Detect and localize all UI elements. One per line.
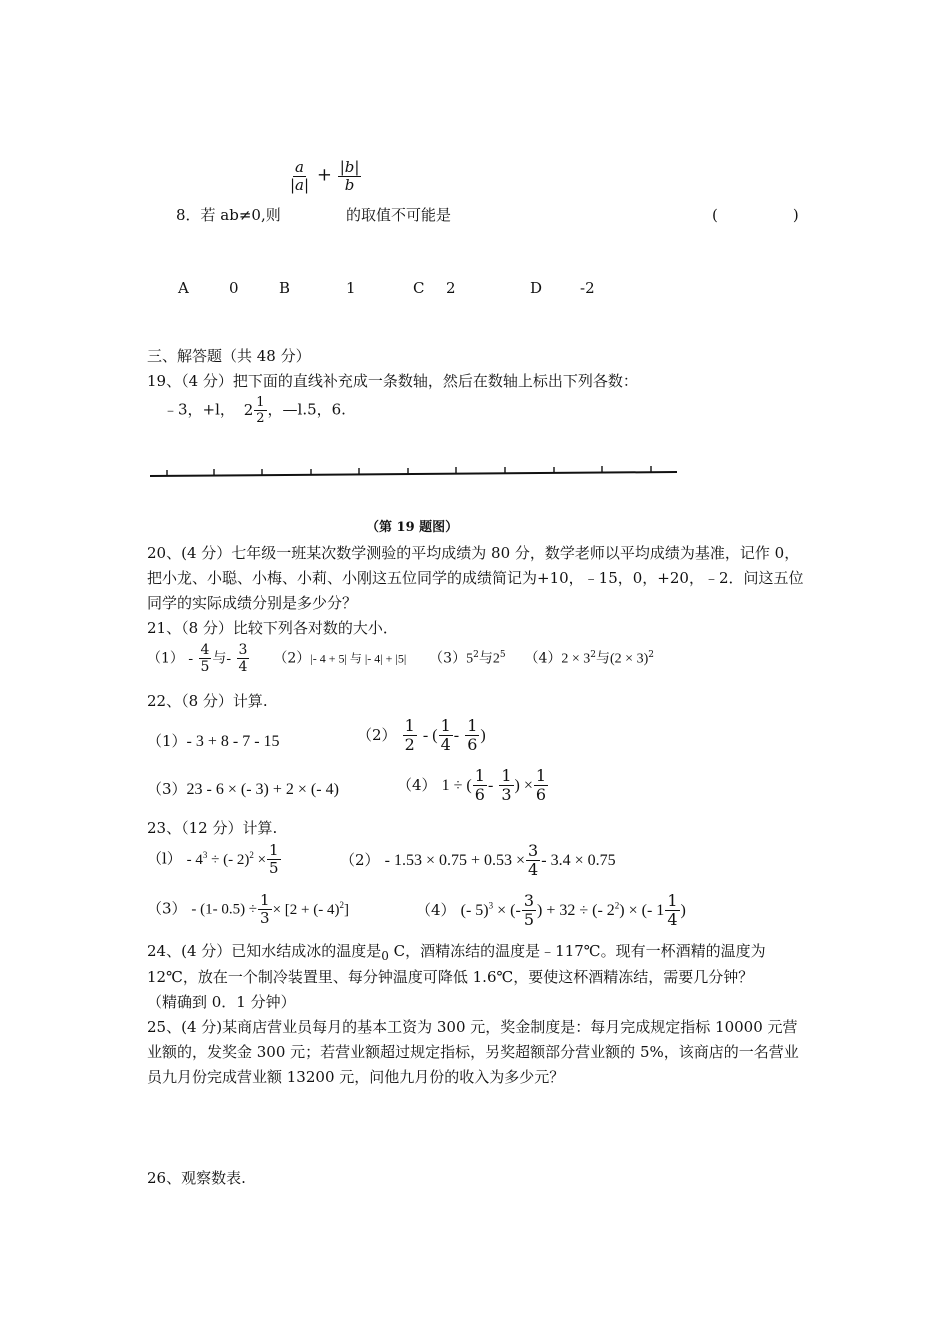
q8-option-b-letter: B	[279, 279, 291, 297]
q23-part-3: （3） - (1- 0.5) ÷ $\frac{1}{3}$ × [2 + (- 4)$^2$]	[147, 891, 349, 927]
q23-part-1: $(l) - 4^3$ ÷ (- 2)$^2$ × $\frac{1}{5}$	[147, 841, 279, 877]
q19-text: 19、（4 分）把下面的直线补充成一条数轴，然后在数轴上标出下列各数：	[147, 372, 638, 390]
q21-parts: （1） - $\frac{4}{5}$ 与- $\frac{3}{4}$ （2）|- 4 + 5| 与 |- 4| + |5| $(3)5^2$与$2^5$ $(4)2 \times 3^2$与$(2 \times 3)^2$	[147, 642, 654, 675]
q8-option-d-value: -2	[580, 279, 595, 297]
q8-fraction-1: $\frac{a}{|a|}$	[290, 158, 310, 194]
q8-option-c-value: 2	[446, 279, 456, 297]
q23-text: 23、（12 分）计算.	[147, 819, 278, 837]
q8-option-a-letter: A	[178, 279, 189, 297]
q8-expression	[287, 160, 362, 193]
q22-part-2: （2） $\frac{1}{2}$ - ( $\frac{1}{4}$ - $\frac{1}{6}$ )	[357, 716, 486, 754]
q8-prefix: 8．若 ab≠0,则	[176, 206, 281, 224]
q22-part-1: （1）- 3 + 8 - 7 - 15	[147, 732, 280, 750]
q8-fraction-2: $\frac{|b|}{b}$	[339, 158, 360, 194]
q8-option-d-letter: D	[530, 279, 543, 297]
q25-text: 25、(4 分)某商店营业员每月的基本工资为 300 元，奖金制度是：每月完成规定指标 10000 元营业额的，发奖金 300 元；若营业额超过规定指标，另奖超额部分营业额的 5%，该商店的一名营业员九月份完成营业额 13200 元，问他九月份的收入为多少元？	[147, 1018, 799, 1086]
q24-line-1: 24、(4 分）已知水结成冰的温度是$_0$ C，酒精冻结的温度是﹣117℃。现有一杯酒精的温度为	[147, 942, 766, 963]
q21-text: 21、（8 分）比较下列各对数的大小．	[147, 619, 398, 637]
q23-part-4: （4） (- 5)$^3$ × (- $\frac{3}{5}$ ) + 32 ÷ (- $2^2$) × (- 1 $\frac{1}{4}$ )	[416, 891, 686, 929]
q20-text: 20、(4 分）七年级一班某次数学测验的平均成绩为 80 分，数学老师以平均成绩为基准，记作 0，把小龙、小聪、小梅、小莉、小刚这五位同学的成绩简记为+10，﹣15，0，+20，﹣2．问这五位同学的实际成绩分别是多少分？	[147, 544, 804, 612]
q22-part-4: （4） 1 ÷ ( $\frac{1}{6}$ - $\frac{1}{3}$ ) × $\frac{1}{6}$	[397, 766, 547, 804]
q22-part-3: （3）23 - 6 × (- 3) + 2 × (- 4)	[147, 780, 339, 798]
q24-line-2: 12℃，放在一个制冷装置里、每分钟温度可降低 1.6℃，要使这杯酒精冻结，需要几分钟？	[147, 968, 754, 986]
q26-text: 26、观察数表.	[147, 1169, 246, 1187]
q23-part-2: （2） - 1.53 × 0.75 + 0.53 × $\frac{3}{4}$ - 3.4 × 0.75	[340, 841, 616, 879]
q8-option-a-value: 0	[229, 279, 239, 297]
plus-sign: +	[316, 164, 332, 186]
q24-line-3: （精确到 0．1 分钟）	[147, 993, 296, 1011]
q19-figure-caption: （第 19 题图）	[366, 520, 459, 535]
section-title: 三、解答题（共 48 分）	[147, 347, 311, 365]
q19-number-line	[145, 462, 685, 482]
q19-fraction: $\frac{1}{2}$	[256, 395, 265, 426]
q8-option-b-value: 1	[346, 279, 356, 297]
q19-numbers: ﹣3，+l， 2 $\frac{1}{2}$ ，—l.5，6.	[163, 395, 346, 426]
q8-suffix: 的取值不可能是	[346, 206, 452, 224]
q22-text: 22、（8 分）计算.	[147, 692, 268, 710]
q8-option-c-letter: C	[413, 279, 425, 297]
q21-p1-fraction-a: $\frac{4}{5}$	[200, 642, 210, 675]
q21-p1-fraction-b: $\frac{3}{4}$	[238, 642, 248, 675]
q8-answer-bracket: ( )	[712, 206, 799, 224]
